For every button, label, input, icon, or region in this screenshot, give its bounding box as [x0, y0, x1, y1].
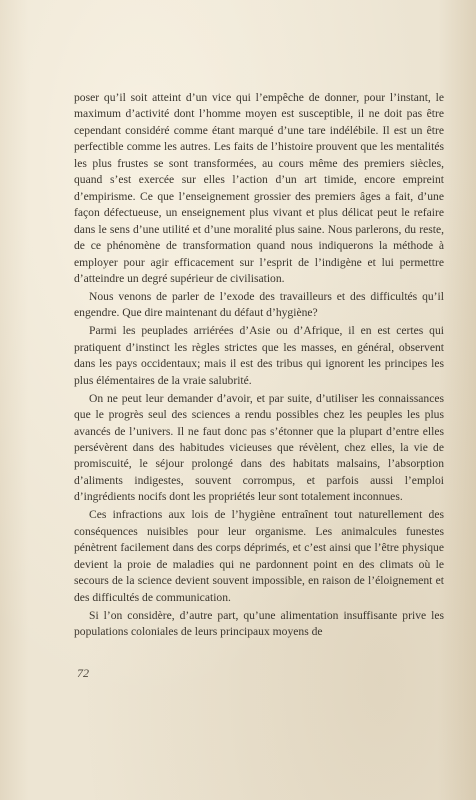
- paragraph-3: Parmi les peuplades arriérées d’Asie ou d’Afrique, il en est certes qui pratiquent d’instinct les règles strictes que les masses, en général, observent dans les pays occidentaux; mais il est des tribus qui ignorent les principes les plus élémentaires de la vraie salubrité.: [74, 324, 444, 387]
- paragraph-2: Nous venons de parler de l’exode des travailleurs et des difficultés qu’il engendre. Que dire maintenant du défaut d’hygiène?: [74, 289, 444, 320]
- paragraph-6: Si l’on considère, d’autre part, qu’une alimentation insuffisante prive les populations coloniales de leurs principaux moyens de: [74, 608, 444, 638]
- body-text: [74, 90, 444, 640]
- page-number: 72: [77, 666, 89, 680]
- paragraph-1: poser qu’il soit atteint d’un vice qui l’empêche de donner, pour l’instant, le maximum d’activité dont l’homme moyen est susceptible, il ne doit pas être cependant considéré comme étant marqué d’une tare indélébile. Il est un être perfectible comme les autres. Les faits de l’histoire prouvent que les mentalités les plus frustes se sont transformées, au cours même des premiers siècles, quand s’est exercée sur elles l’action d’un art timide, encore empreint d’empirisme. Ce que l’enseignement grossier des premiers âges a fait, d’une façon défectueuse, un enseignement plus vivant et plus délicat peut le refaire dans le sens d’une utilité et d’une moralité plus saine. Nous parlerons, du reste, de ce phénomène de transformation quand nous indiquerons la méthode à employer pour agir efficacement sur l’esprit de l’indigène et lui permettre d’atteindre un degré supérieur de civilisation.: [74, 91, 444, 285]
- paragraph-5: Ces infractions aux lois de l’hygiène entraînent tout naturellement des conséquences nuisibles pour leur organisme. Les animalcules funestes pénètrent facilement dans des corps déprimés, et c’est ainsi que l’être physique devient la proie de maladies qui ne pardonnent point en des climats où le secours de la science devient souvent impossible, en raison de l’éloignement et des difficultés de communication.: [74, 508, 444, 604]
- paragraph-4: On ne peut leur demander d’avoir, et par suite, d’utiliser les connaissances que le progrès seul des sciences a rendu possibles chez les peuples les plus avancés de l’univers. Il ne faut donc pas s’étonner que la plupart d’entre elles persévèrent dans des habitudes vicieuses que révèlent, chez elles, la vie de promiscuité, le séjour prolongé dans des habitats malsains, l’absorption d’aliments indigestes, souvent corrompus, et parfois aussi l’emploi d’ingrédients nocifs dont les propriétés leur sont totalement inconnues.: [74, 391, 444, 504]
